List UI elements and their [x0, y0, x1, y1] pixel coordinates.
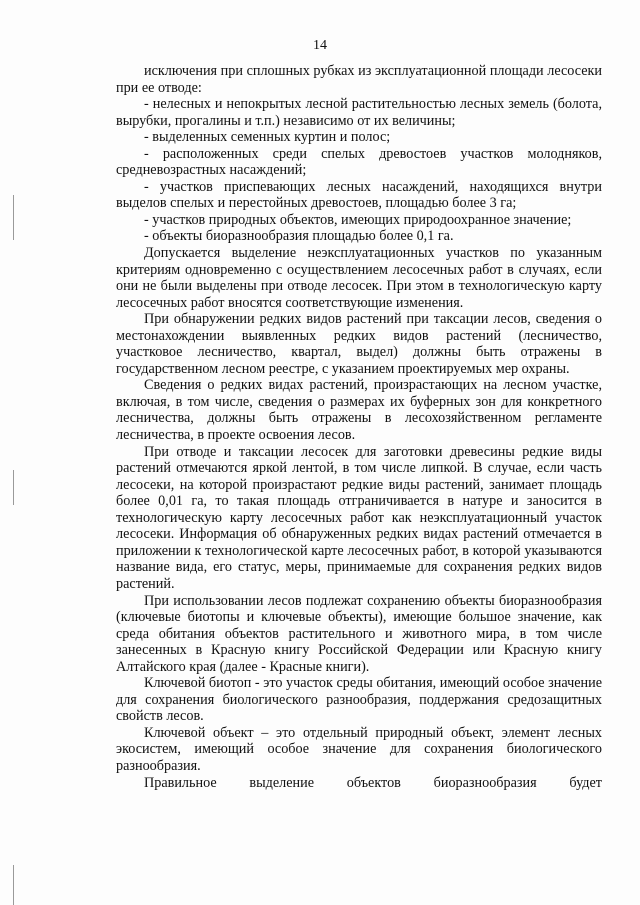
scan-binding-mark — [13, 470, 14, 505]
paragraph-allowed-allocation: Допускается выделение неэксплуатационных участков по указанным критериям одновременно с осуществлением лесосечных работ в случаях, если они не были выделены при отводе лесосек. При этом в технологическую карту лесосечных работ вносятся соответствующие изменения. — [116, 245, 602, 311]
list-item-biodiversity-objects: - объекты биоразнообразия площадью более 0,1 га. — [144, 228, 454, 245]
paragraph-rare-species-taxation: При обнаружении редких видов растений при таксации лесов, сведения о местонахождении выявленных редких видов растений (лесничество, участковое лесничество, квартал, выдел) должны быть отражены в государственном лесном реестре, с указанием проектируемых мер охраны. — [116, 311, 602, 377]
paragraph-biodiversity-preservation: При использовании лесов подлежат сохранению объекты биоразнообразия (ключевые биотопы и ключевые объекты), имеющие большое значение, как среда обитания объектов растительного и животного мира, в том числе занесенных в Красную книгу Российской Федерации или Красную книгу Алтайского края (далее - Красные книги). — [116, 592, 602, 675]
paragraph-rare-species-info: Сведения о редких видах растений, произрастающих на лесном участке, включая, в том числе, сведения о размерах их буферных зон для конкретного лесничества, должны быть отражены в лесохозяйственном регламенте лесничества, в проекте освоения лесов. — [116, 377, 602, 444]
list-item-young-stands: - расположенных среди спелых древостоев участков молодняков, средневозрастных насаждений; — [116, 145, 602, 179]
list-item-seed-stands: - выделенных семенных куртин и полос; — [144, 129, 391, 146]
scan-binding-mark — [13, 865, 14, 905]
paragraph-exclusions-intro: исключения при сплошных рубках из эксплуатационной площади лесосеки при ее отводе: — [116, 63, 602, 96]
paragraph-correct-allocation: Правильное выделение объектов биоразнообразия будет — [144, 774, 602, 791]
document-body — [116, 63, 602, 791]
page-number: 14 — [313, 38, 327, 53]
list-item-natural-objects: - участков природных объектов, имеющих природоохранное значение; — [144, 211, 572, 228]
list-item-nonforest-lands: - нелесных и непокрытых лесной растительностью лесных земель (болота, вырубки, прогалины и т.п.) независимо от их величины; — [116, 96, 602, 129]
paragraph-key-object: Ключевой объект – это отдельный природный объект, элемент лесных экосистем, имеющий особое значение для сохранения биологического разнообразия. — [116, 724, 602, 774]
paragraph-key-biotope: Ключевой биотоп - это участок среды обитания, имеющий особое значение для сохранения биологического разнообразия, поддержания средозащитных свойств лесов. — [116, 675, 602, 725]
paragraph-allotment-marking: При отводе и таксации лесосек для заготовки древесины редкие виды растений отмечаются яркой лентой, в том числе липкой. В случае, если часть лесосеки, на которой произрастают редкие виды растений, занимает площадь более 0,01 га, то такая площадь отграничивается в натуре и заносится в технологическую карту лесосечных работ как неэксплуатационный участок лесосеки. Информация об обнаруженных редких видах растений отмечается в приложении к технологической карте лесосечных работ, в которой указываются название вида, его статус, меры, принимаемые для сохранения редких видов растений. — [116, 443, 602, 592]
scan-binding-mark — [13, 195, 14, 240]
list-item-maturing-stands: - участков приспевающих лесных насаждений, находящихся внутри выделов спелых и перестойных древостоев, площадью более 3 га; — [116, 178, 602, 212]
